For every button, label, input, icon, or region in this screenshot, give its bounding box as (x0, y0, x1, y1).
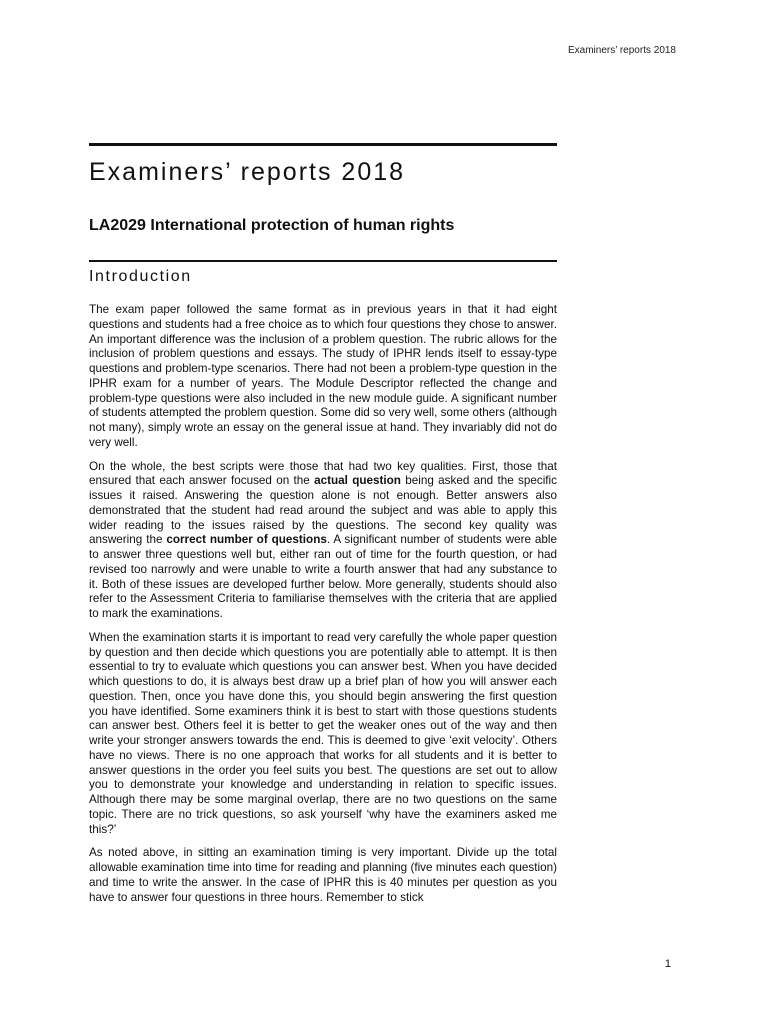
emphasis-correct-number: correct number of questions (166, 533, 327, 547)
running-header: Examiners’ reports 2018 (567, 45, 676, 56)
emphasis-actual-question: actual question (314, 474, 401, 488)
document-title: Examiners’ reports 2018 (89, 158, 406, 186)
paragraph-2 (89, 460, 557, 622)
page-content (89, 143, 557, 914)
body-text (89, 303, 557, 905)
paragraph-4: As noted above, in sitting an examination timing is very important. Divide up the total allowable examination time into time for reading and planning (five minutes each question) and time to write the answer. In the case of IPHR this is 40 minutes per question as you have to answer four questions in three hours. Remember to stick (89, 846, 557, 904)
title-rule (89, 143, 557, 146)
page-number: 1 (664, 958, 671, 970)
paragraph-2-text: being asked and the specific issues it raised. Answering the question alone is not enough. Better answers also demonstrated that the student had read around the subject and was able to apply this wider reading to the issues raised by the questions. The second key quality was answering the (89, 474, 557, 547)
course-title: LA2029 International protection of human rights (89, 217, 455, 234)
paragraph-1: The exam paper followed the same format as in previous years in that it had eight questions and students had a free choice as to which four questions they chose to answer. An important difference was the inclusion of a problem question. The rubric allows for the inclusion of problem questions and essays. The study of IPHR lends itself to essay-type questions and problem-type scenarios. There had not been a problem-type question in the IPHR exam for a number of years. The Module Descriptor reflected the change and problem-type questions were also included in the new module guide. A significant number of students attempted the problem question. Some did so very well, some others (although not many), simply wrote an essay on the general issue at hand. They invariably did not do very well. (89, 303, 557, 449)
paragraph-3: When the examination starts it is important to read very carefully the whole paper question by question and then decide which questions you are potentially able to attempt. It is then essential to try to evaluate which questions you can answer best. When you have decided which questions to do, it is always best draw up a brief plan of how you will answer each question. Then, once you have done this, you should begin answering the first question you have identified. Some examiners think it is best to start with those questions students can answer best. Others feel it is better to get the weaker ones out of the way and then write your stronger answers towards the end. This is deemed to give ‘exit velocity’. Others have no views. There is no one approach that works for all students and it is better to answer questions in the order you feel suits you best. The questions are set out to allow you to demonstrate your knowledge and understanding in relation to specific issues. Although there may be some marginal overlap, there are no two questions on the same topic. There are no trick questions, so ask yourself ‘why have the examiners asked me this?’ (89, 630, 557, 836)
section-rule (89, 260, 557, 262)
paragraph-2-text: On the whole, the best scripts were those that had two key qualities. First, those that ensured that each answer focused on the (89, 459, 557, 488)
paragraph-2-text: . A significant number of students were able to answer three questions well but, either ran out of time for the fourth question, or had revised too narrowly and were unable to write a fourth answer that had any substance to it. Both of these issues are developed further below. More generally, students should also refer to the Assessment Criteria to familiarise themselves with the criteria that are applied to mark the examinations. (89, 533, 557, 620)
section-heading: Introduction (89, 268, 192, 285)
